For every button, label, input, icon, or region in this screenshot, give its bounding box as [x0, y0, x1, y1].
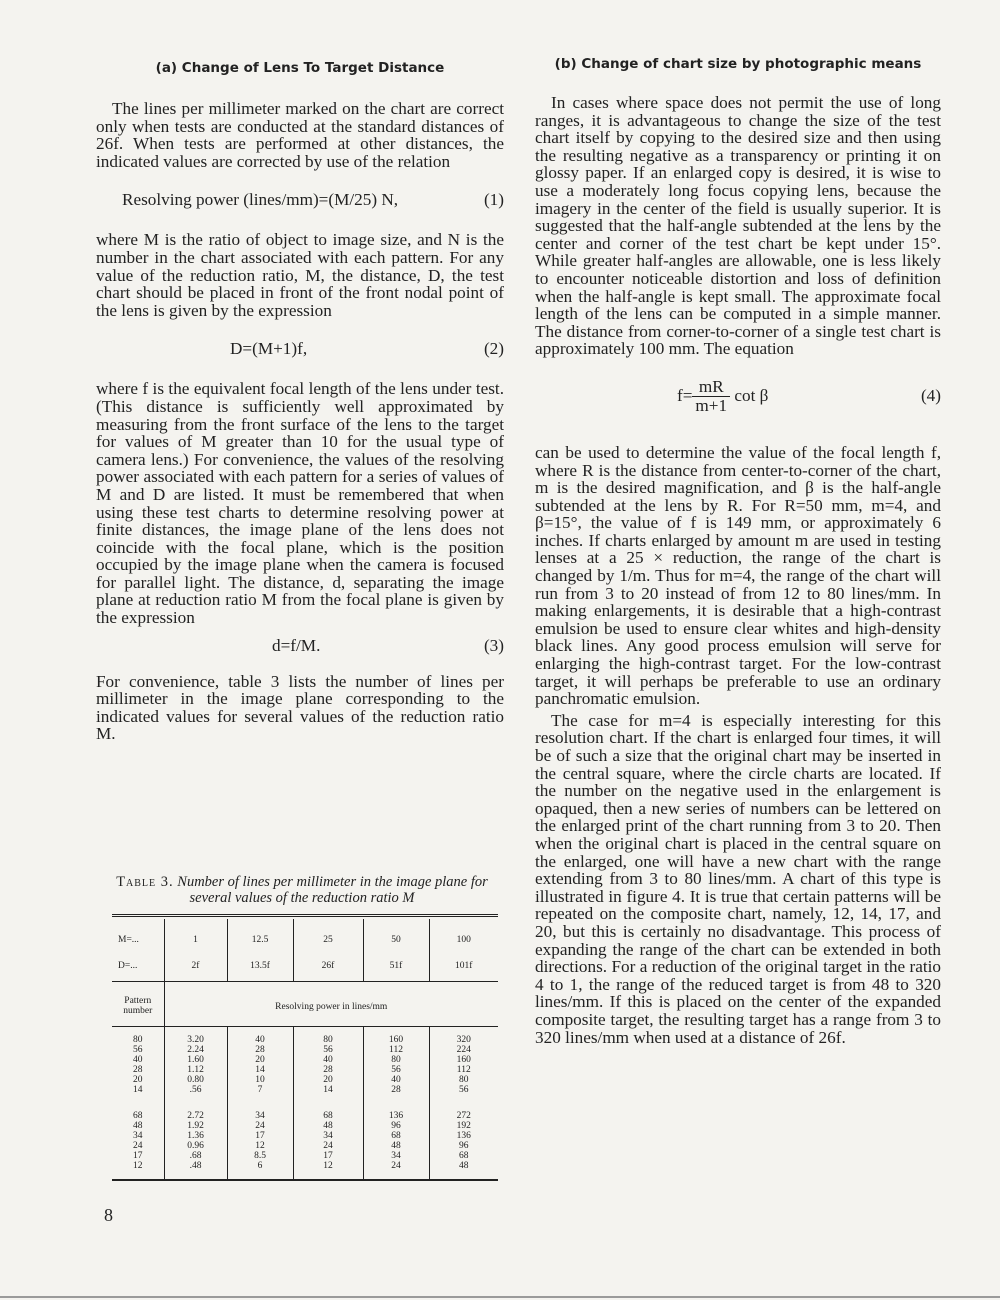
equation-4 [535, 374, 941, 418]
table-3-caption [100, 874, 504, 906]
table-group-2 [112, 1107, 498, 1179]
table-caption-text: Number of lines per millimeter in the image plane for several values of the reduction ratio M [177, 874, 488, 906]
equation-4-denominator: m+1 [695, 396, 728, 416]
table-row-header [112, 982, 498, 1027]
equation-3-body: d=f/M. [272, 635, 321, 655]
section-b-heading: (b) Change of chart size by photographic means [554, 56, 922, 72]
group-1-col-2: 40 28 20 14 10 7 [227, 1027, 293, 1108]
group-1-col-1: 3.20 2.24 1.60 1.12 0.80 .56 [164, 1027, 227, 1108]
m-value-2: 12.5 [227, 919, 293, 945]
left-paragraph-3: where f is the equivalent focal length of the lens under test. (This distance is sufficiently well approximated by measuring from the front surface of the lens to the target for values of M greater than 10 for the usual type of camera lens.) For convenience, the values of the resolving power associated with each pattern for a series of values of M and D are listed. It must be remembered that when using these test charts to determine resolving power at finite distances, the image plane of the lens does not coincide with the focal plane, which is the position occupied by the image plane when the camera is focused for parallel light. The distance, d, separating the image plane at reduction ratio M from the focal plane is given by the expression [96, 379, 504, 628]
table-caption-label: Table 3. [116, 874, 174, 890]
right-paragraph-2: can be used to determine the value of the focal length f, where R is the distance from center-to-corner of the chart, m is the desired magnification, and β is the half-angle subtended at the lens by R. For R=50 mm, m=4, and β=15°, the value of f is 149 mm, or approximately 6 inches. If charts enlarged by amount m are used in testing lenses at a 25 × reduction, the range of the chart is changed by 1/m. Thus for m=4, the range of the chart will run from 3 to 20 instead of from 12 to 80 lines/mm. In making enlargements, it is desirable that a high-contrast emulsion be used to ensure clear whites and high-density black lines. Any good process emulsion will serve for enlarging the high-contrast target. For the low-contrast target, it will perhaps be preferable to use an ordinary panchromatic emulsion. [535, 442, 941, 709]
equation-1 [96, 189, 504, 211]
m-value-4: 50 [363, 919, 429, 945]
group-1-col-4: 160 112 80 56 40 28 [363, 1027, 429, 1108]
equation-1-body: Resolving power (lines/mm)=(M/25) N, [122, 190, 399, 210]
right-column [535, 56, 941, 1046]
equation-1-number: (1) [483, 190, 504, 210]
equation-2-body: D=(M+1)f, [230, 339, 308, 359]
bottom-scan-edge [0, 1296, 1000, 1298]
right-paragraph-1: In cases where space does not permit the use of long ranges, it is advantageous to change the size of the test chart itself by copying to the desired size and then using the resulting negative as a transparency or printing it on glossy paper. If an enlarged copy is desired, it is wise to use a moderately long focus copying lens, because the imagery in the center of the field is usually superior. It is suggested that the half-angle subtended at the lens by the center and corner of the test chart be kept under 15°. While greater half-angles are allowable, one is less likely to encounter noticeable distortion and loss of definition when the half-angle is kept small. The approximate focal length of the lens can be computed in a simple manner. The distance from corner-to-corner of a single test chart is approximately 100 mm. The equation [535, 93, 941, 359]
group-2-col-3: 68 48 34 24 17 12 [293, 1107, 363, 1179]
right-paragraph-3: The case for m=4 is especially interesting for this resolution chart. If the chart is enlarged four times, it will be of such a size that the original chart may be inserted in the central square, where the circle charts are located. If the number on the negative used in the enlargement is opaqued, then a new series of numbers can be lettered on the enlarged print of the chart running from 3 to 20. Then when the original chart is placed in the central square on the enlarged, one will have a new chart with the range extending from 3 to 80 lines/mm. A chart of this type is illustrated in figure 4. It is true that certain patterns will be repeated on the composite chart, namely, 12, 14, 17, and 20, but this is certainly no disadvantage. This process of expanding the range of the chart can be extended in both directions. For a reduction of the original target in the ratio 4 to 1, the range of the reduced target is from 48 to 320 lines/mm. If this is placed on the center of the expanded composite target, the resulting target has a range from 3 to 320 lines/mm when used at a distance of 26f. [535, 710, 941, 1047]
page-number: 8 [104, 1205, 113, 1225]
d-value-5: 101f [429, 945, 498, 982]
resolving-power-table [112, 919, 498, 1179]
table-row-d [112, 945, 498, 982]
equation-4-lhs: f= [677, 385, 693, 405]
pattern-group-2: 68 48 34 24 17 12 [133, 1111, 143, 1171]
m-value-1: 1 [164, 919, 227, 945]
left-paragraph-4: For convenience, table 3 lists the number of lines per millimeter in the image plane corresponding to the indicated values for several values of the reduction ratio M. [96, 671, 504, 744]
left-paragraph-2: where M is the ratio of object to image size, and N is the number in the chart associated with each pattern. For any value of the reduction ratio, M, the distance, D, the test chart should be placed in front of the front nodal point of the lens is given by the expression [96, 230, 504, 320]
d-value-4: 51f [363, 945, 429, 982]
equation-4-body [677, 374, 768, 418]
m-label: M=... [118, 935, 139, 945]
pattern-group-1: 80 56 40 28 20 14 [112, 1027, 164, 1108]
left-column [96, 60, 504, 743]
m-value-3: 25 [293, 919, 363, 945]
equation-4-numerator: mR [692, 378, 730, 397]
equation-2 [96, 338, 504, 360]
resolving-power-header: Resolving power in lines/mm [164, 982, 498, 1027]
group-2-col-4: 136 96 68 48 34 24 [363, 1107, 429, 1179]
equation-4-number: (4) [920, 385, 941, 405]
equation-3-number: (3) [483, 635, 504, 655]
group-2-col-2: 34 24 17 12 8.5 6 [227, 1107, 293, 1179]
m-value-5: 100 [429, 919, 498, 945]
equation-4-fraction [692, 378, 730, 415]
table-3 [112, 914, 498, 1181]
left-paragraph-1: The lines per millimeter marked on the chart are correct only when tests are conducted at the standard distances of 26f. When tests are performed at other distances, the indicated values are corrected by use of the relation [96, 99, 504, 171]
d-value-1: 2f [164, 945, 227, 982]
table-group-1 [112, 1027, 498, 1108]
d-value-3: 26f [293, 945, 363, 982]
pattern-number-header: Pattern number [112, 982, 164, 1027]
group-1-col-5: 320 224 160 112 80 56 [429, 1027, 498, 1108]
table-row-m [112, 919, 498, 945]
group-1-col-3: 80 56 40 28 20 14 [293, 1027, 363, 1108]
group-2-col-1: 2.72 1.92 1.36 0.96 .68 .48 [164, 1107, 227, 1179]
section-a-heading: (a) Change of Lens To Target Distance [155, 60, 445, 76]
equation-2-number: (2) [483, 339, 504, 359]
group-2-col-5: 272 192 136 96 68 48 [429, 1107, 498, 1179]
d-label: D=... [118, 961, 138, 971]
equation-3 [96, 635, 504, 657]
d-value-2: 13.5f [227, 945, 293, 982]
equation-4-rhs: cot β [734, 385, 769, 405]
